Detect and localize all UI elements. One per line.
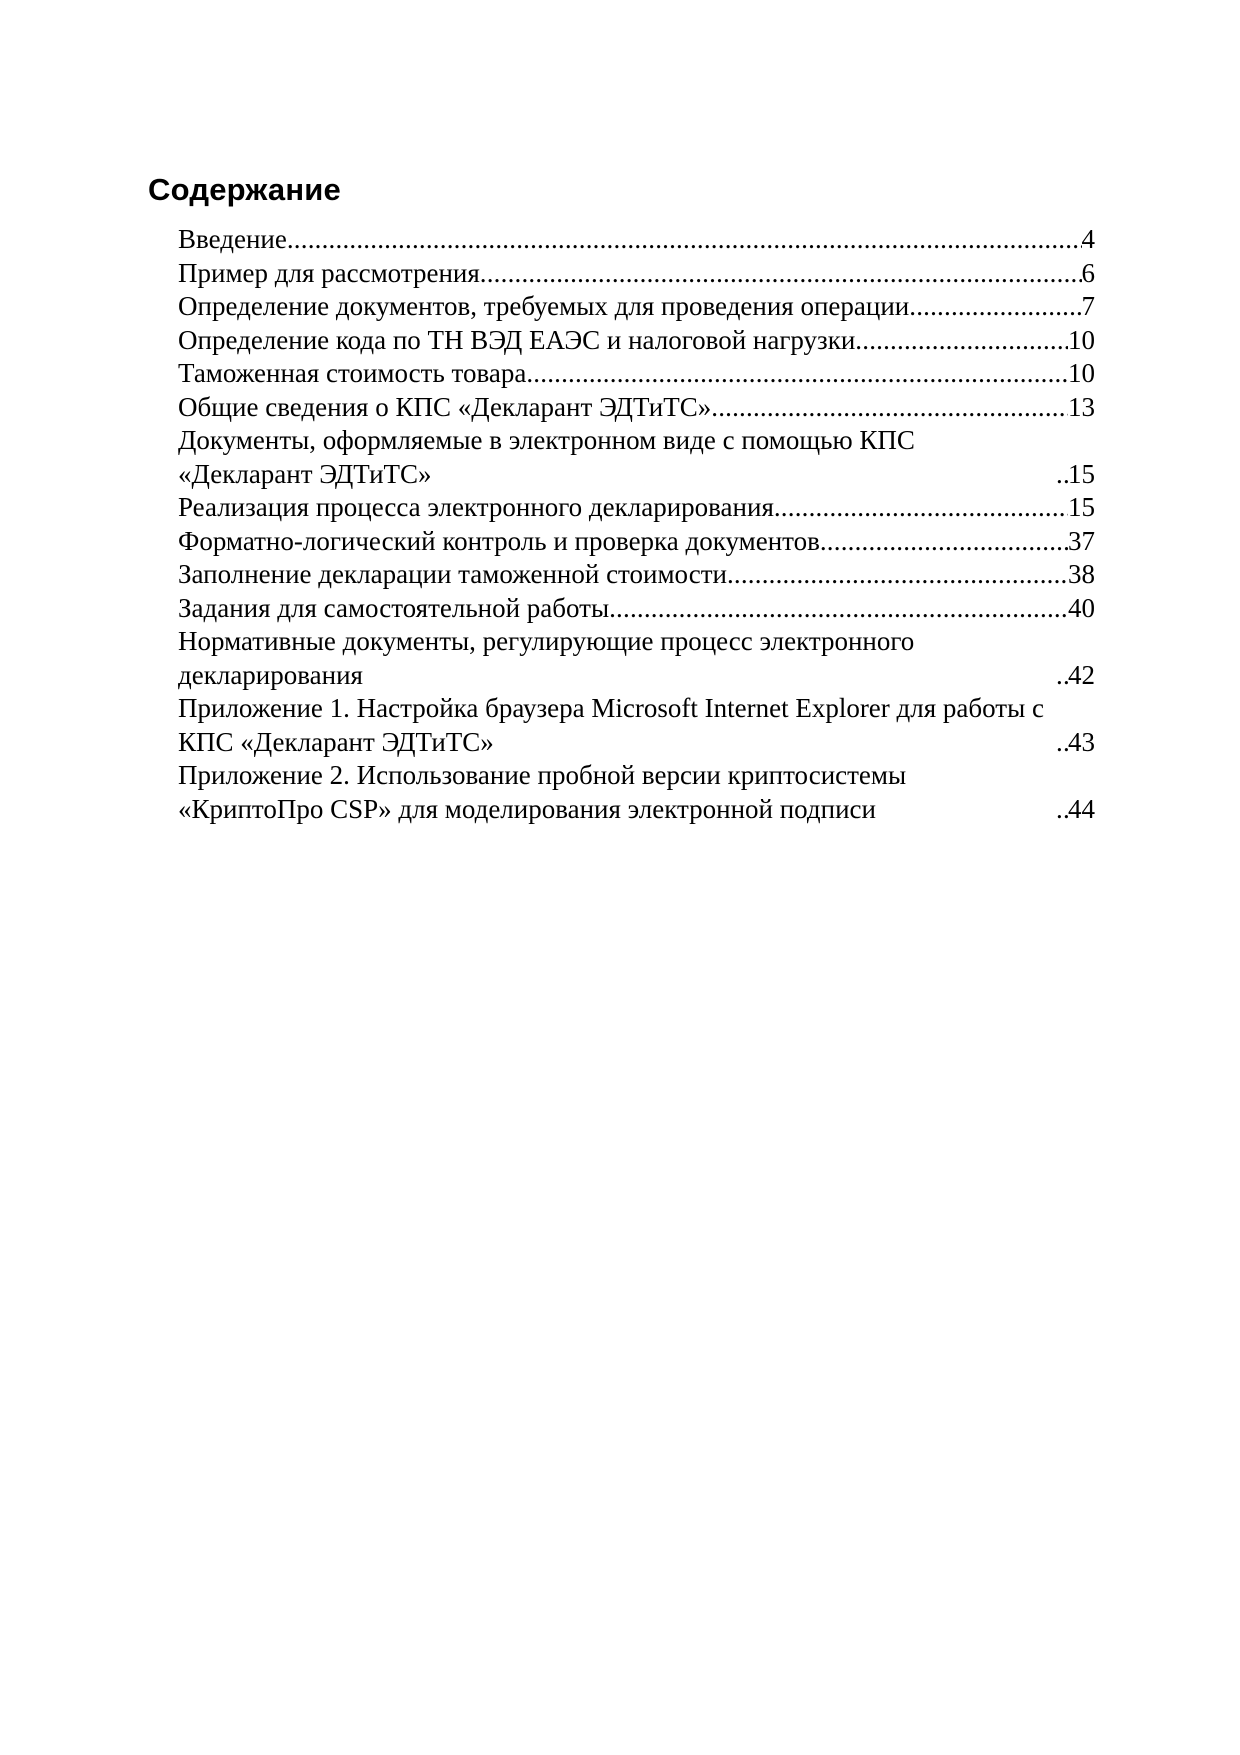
toc-dot-leader [855,324,1068,358]
toc-dot-leader [1056,726,1068,760]
toc-entry-page-number: 15 [1068,492,1095,522]
toc-entry-title: Приложение 1. Настройка браузера Microsoft Internet Explorer для работы с КПС «Декларант ЭДТиТС» [178,693,1044,757]
toc-entry-title: Определение документов, требуемых для проведения операции [178,291,910,321]
toc-entry-page-number: 10 [1068,324,1095,355]
toc-entry-title: Введение [178,224,287,254]
toc-dot-leader [287,223,1082,257]
toc-list [178,223,1095,826]
toc-dot-leader [526,357,1068,391]
toc-entry-introduction[interactable] [178,223,1095,257]
toc-entry-page-number: 6 [1081,257,1095,288]
toc-dot-leader [609,592,1068,626]
toc-entry-page-number: 4 [1081,224,1095,254]
toc-entry-page-number: 44 [1068,793,1095,824]
toc-entry-title: Документы, оформляемые в электронном виде с помощью КПС «Декларант ЭДТиТС» [178,425,915,489]
toc-entry-declaration-process[interactable] [178,491,1095,525]
toc-entry-title: Нормативные документы, регулирующие процесс электронного декларирования [178,626,915,690]
toc-entry-title: Форматно-логический контроль и проверка документов [178,525,820,556]
toc-entry-title: Таможенная стоимость товара [178,358,527,388]
toc-entry-electronic-documents[interactable] [178,424,1095,491]
toc-dot-leader [711,391,1068,425]
toc-entry-title: Заполнение декларации таможенной стоимости [178,559,727,589]
toc-dot-leader [727,558,1068,592]
toc-dot-leader [1056,659,1068,693]
toc-entry-value-declaration[interactable] [178,558,1095,592]
toc-dot-leader [820,525,1068,559]
toc-entry-page-number: 40 [1068,592,1095,623]
toc-entry-title: Определение кода по ТН ВЭД ЕАЭС и налоговой нагрузки [178,324,856,355]
toc-entry-title: Общие сведения о КПС «Декларант ЭДТиТС» [178,391,712,422]
toc-entry-page-number: 13 [1068,391,1095,422]
toc-entry-title: Реализация процесса электронного декларирования [178,492,774,522]
toc-dot-leader [774,491,1068,525]
toc-entry-page-number: 15 [1068,458,1095,489]
toc-entry-customs-value[interactable] [178,357,1095,391]
toc-entry-page-number: 10 [1068,358,1095,388]
toc-entry-page-number: 7 [1081,291,1095,321]
toc-dot-leader [1056,793,1068,827]
toc-entry-page-number: 42 [1068,659,1095,690]
toc-entry-appendix-1[interactable] [178,692,1095,759]
toc-dot-leader [1056,458,1068,492]
toc-entry-page-number: 38 [1068,559,1095,589]
toc-entry-regulatory-documents[interactable] [178,625,1095,692]
toc-entry-page-number: 37 [1068,525,1095,556]
toc-entry-required-documents[interactable] [178,290,1095,324]
toc-dot-leader [480,257,1082,291]
toc-dot-leader [909,290,1081,324]
toc-entry-title: Приложение 2. Использование пробной версии криптосистемы «КриптоПро CSP» для моделирования электронной подписи [178,760,907,824]
toc-entry-appendix-2[interactable] [178,759,1095,826]
toc-heading: Содержание [148,172,341,207]
toc-entry-general-info[interactable] [178,391,1095,425]
toc-entry-title: Пример для рассмотрения [178,257,480,288]
toc-entry-format-logic-control[interactable] [178,525,1095,559]
toc-entry-example[interactable] [178,257,1095,291]
toc-entry-code-and-tax[interactable] [178,324,1095,358]
toc-entry-self-study-tasks[interactable] [178,592,1095,626]
toc-entry-title: Задания для самостоятельной работы [178,592,610,623]
toc-entry-page-number: 43 [1068,726,1095,757]
